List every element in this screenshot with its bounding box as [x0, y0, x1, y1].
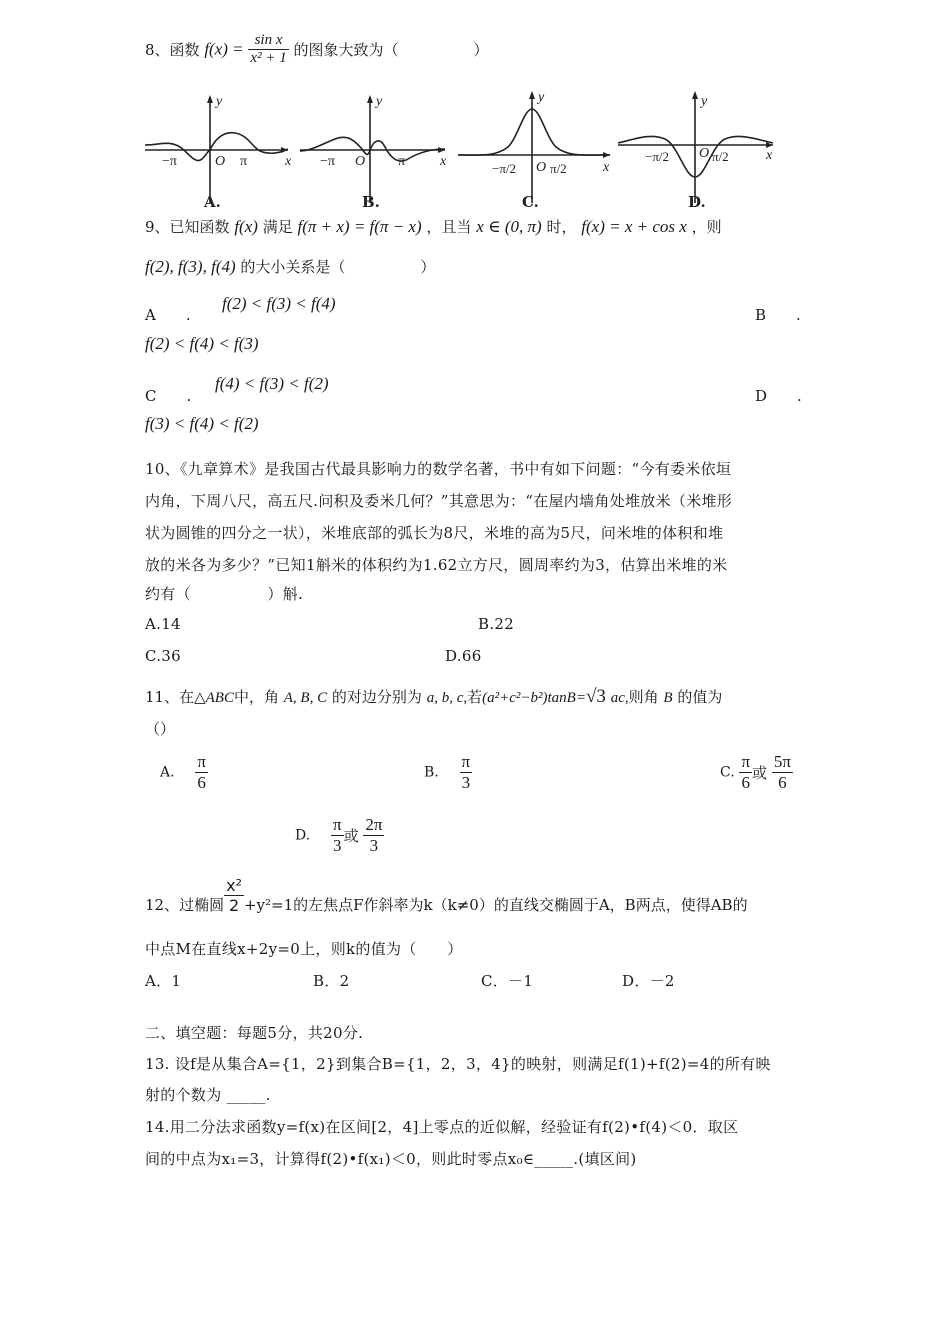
q9-definition: f(x) = x + cos x — [581, 217, 687, 236]
graph-a-right-tick: π — [240, 154, 248, 169]
q12-line1-rest: +y²=1的左焦点F作斜率为k（k≠0）的直线交椭圆于A，B两点，使得AB的 — [243, 896, 748, 914]
q9-text-d: 时， — [546, 218, 577, 236]
graph-a-label: A. — [204, 193, 221, 211]
q9-prefix: 9、已知函数 — [145, 218, 230, 236]
q10-line-1: 10、《九章算术》是我国古代最具影响力的数学名著，书中有如下问题：“今有委米依垣 — [145, 460, 732, 478]
q11-option-b-label: B. — [424, 764, 439, 781]
q11-option-b — [424, 752, 472, 793]
q9-option-a-label: A . — [145, 306, 191, 324]
q10-line-2: 内角，下周八尺，高五尺.问积及委米几何？”其意思为：“在屋内墙角处堆放米（米堆形 — [145, 492, 733, 510]
graph-d — [618, 91, 773, 203]
graph-a — [145, 95, 288, 203]
q8-func-lhs: f(x) = — [204, 39, 244, 59]
graph-a-origin: O — [215, 154, 226, 169]
section-2-heading: 二、填空题：每题5分，共20分. — [145, 1024, 364, 1042]
graph-b-left-tick: −π — [320, 154, 335, 169]
q9-symmetry: f(π + x) = f(π − x) — [297, 217, 422, 236]
q13-line2: 射的个数为 _____. — [145, 1086, 271, 1104]
graph-d-y: y — [701, 94, 708, 109]
q9-option-b: f(2) < f(4) < f(3) — [145, 334, 259, 353]
q9-text-c: ，且当 — [426, 218, 472, 236]
q11-expression: (a²+c²−b²)tanB= — [482, 690, 586, 706]
q9-domain: x ∈ (0, π) — [476, 217, 542, 236]
q9-line2 — [145, 256, 435, 277]
q11-option-d-den2: 3 — [369, 836, 379, 855]
q9-f: f(x) — [234, 217, 258, 236]
q11-text-d: 若 — [467, 688, 483, 706]
curve-c — [458, 109, 610, 155]
graph-d-left-tick: −π/2 — [645, 149, 670, 164]
q11-text-c: 的对边分别为 — [331, 688, 422, 706]
q11-option-b-frac — [460, 752, 473, 793]
q13-line1: 13. 设f是从集合A={1，2}到集合B={1，2，3，4}的映射，则满足f(1)+f(2)=4的所有映 — [145, 1055, 771, 1073]
graph-b — [300, 95, 445, 203]
q10-option-b: B.22 — [478, 615, 515, 633]
q12-frac-den: 2 — [228, 896, 240, 915]
q8-fraction — [248, 32, 288, 67]
graph-d-origin: O — [699, 146, 710, 161]
q11-text-f: 的值为 — [677, 688, 723, 706]
q11-option-c-frac2 — [772, 752, 793, 793]
q11-option-d-num2: 2π — [365, 815, 383, 834]
graph-d-right-tick: π/2 — [712, 149, 729, 164]
q11-sqrt3: √3 — [585, 686, 606, 707]
q11-option-a-label: A. — [160, 764, 175, 781]
q11-option-a-den: 6 — [197, 773, 206, 792]
q8-numerator: sin x — [248, 32, 288, 50]
q14-line2: 间的中点为x₁=3，计算得f(2)•f(x₁)＜0，则此时零点x₀∈_____.(填区间) — [145, 1150, 637, 1168]
q14-line1: 14.用二分法求函数y=f(x)在区间[2，4]上零点的近似解，经验证有f(2)•f(4)＜0．取区 — [145, 1118, 739, 1136]
q9-option-d-label: D . — [755, 387, 802, 405]
q9-values: f(2), f(3), f(4) — [145, 257, 236, 276]
q12-option-a: A．1 — [145, 972, 182, 990]
q11-option-a-frac — [195, 752, 208, 793]
q10-line-4: 放的米各为多少？”已知1斛米的体积约为1.62立方尺，圆周率约为3，估算出米堆的米 — [145, 556, 728, 574]
q11-option-b-num: π — [461, 752, 471, 771]
q11-option-b-den: 3 — [461, 773, 471, 792]
q9-question: 的大小关系是（ ） — [240, 258, 436, 276]
q9-option-d: f(3) < f(4) < f(2) — [145, 414, 259, 433]
q11-option-c-label: C. — [720, 764, 735, 781]
q11-option-c-num2: 5π — [773, 752, 791, 771]
graph-b-y: y — [376, 94, 383, 109]
q12-frac-num: x² — [226, 876, 242, 895]
graph-a-y: y — [216, 94, 223, 109]
q11-option-d-or: 或 — [343, 827, 359, 845]
q11-text-b: 中，角 — [233, 688, 279, 706]
q12-prefix: 12、过椭圆 — [145, 896, 225, 914]
q11-option-c — [720, 752, 793, 793]
q8-prefix: 8、函数 — [145, 41, 200, 59]
graph-c-right-tick: π/2 — [550, 161, 567, 176]
q9-text-e: ，则 — [691, 218, 722, 236]
q9-text-b: 满足 — [262, 218, 293, 236]
q8-denominator: x² + 1 — [250, 50, 287, 66]
graph-c — [458, 91, 610, 203]
q10-line-5: 约有（ ）斛. — [145, 585, 304, 603]
q11-option-d-den1: 3 — [333, 836, 342, 855]
q11-option-c-frac1 — [739, 752, 752, 793]
q9-option-c: f(4) < f(3) < f(2) — [215, 374, 329, 393]
q11-option-c-num1: π — [741, 752, 751, 771]
q11-angles: A, B, C — [283, 690, 328, 706]
q11-ac: ac, — [610, 690, 629, 706]
graph-b-origin: O — [355, 154, 366, 169]
q12-line1 — [145, 876, 748, 915]
q10-option-d: D.66 — [445, 647, 482, 665]
graph-b-label: B. — [362, 193, 380, 211]
graph-c-origin: O — [536, 160, 547, 175]
q9-option-b-label: B . — [755, 306, 801, 324]
q8-suffix: 的图象大致为（ ） — [293, 41, 489, 59]
q11-option-c-or: 或 — [752, 764, 768, 782]
q11-option-d-label: D. — [295, 827, 311, 844]
q11-line1 — [145, 686, 722, 708]
q12-option-d: D．－2 — [622, 972, 675, 990]
q12-option-c: C．－1 — [481, 972, 534, 990]
q11-option-c-den2: 6 — [778, 773, 787, 792]
q11-option-c-den1: 6 — [741, 773, 750, 792]
graph-d-label: D. — [688, 193, 706, 211]
q9-line1 — [145, 216, 722, 237]
q11-text-e: 则角 — [628, 688, 659, 706]
q12-fraction — [224, 876, 244, 915]
q11-option-d — [295, 815, 384, 856]
q9-option-a: f(2) < f(3) < f(4) — [222, 294, 336, 313]
graph-d-labels — [645, 94, 773, 211]
q11-B: B — [663, 690, 673, 706]
q10-option-c: C.36 — [145, 647, 181, 665]
q10-line-3: 状为圆锥的四分之一状），米堆底部的弧长为8尺，米堆的高为5尺，问米堆的体积和堆 — [145, 524, 724, 542]
graph-c-left-tick: −π/2 — [492, 161, 517, 176]
q8-graphs — [140, 85, 790, 215]
q11-option-d-frac2 — [363, 815, 384, 856]
graph-a-left-tick: −π — [162, 154, 177, 169]
q11-line2: （） — [145, 720, 176, 738]
q8-stem — [145, 32, 489, 76]
q11-option-d-frac1 — [331, 815, 344, 856]
q10-option-a: A.14 — [145, 615, 181, 633]
q12-line2: 中点M在直线x+2y=0上，则k的值为（ ） — [145, 940, 463, 958]
graph-c-y: y — [538, 90, 545, 105]
q12-option-b: B．2 — [313, 972, 350, 990]
q11-option-a-num: π — [197, 752, 206, 771]
q11-triangle: ABC — [205, 690, 234, 706]
q11-option-a — [160, 752, 208, 793]
graph-a-x: x — [285, 154, 292, 169]
q11-prefix: 11、在△ — [145, 688, 206, 706]
graph-c-x: x — [603, 160, 610, 175]
graph-b-x: x — [440, 154, 447, 169]
graph-b-right-tick: π — [398, 154, 406, 169]
graph-c-label: C. — [522, 193, 539, 211]
q11-option-d-num1: π — [332, 815, 342, 834]
graph-c-labels — [492, 90, 610, 211]
q11-sides: a, b, c, — [426, 690, 468, 706]
q9-option-c-label: C . — [145, 387, 192, 405]
graph-b-labels — [320, 94, 447, 211]
graph-d-x: x — [766, 148, 773, 163]
